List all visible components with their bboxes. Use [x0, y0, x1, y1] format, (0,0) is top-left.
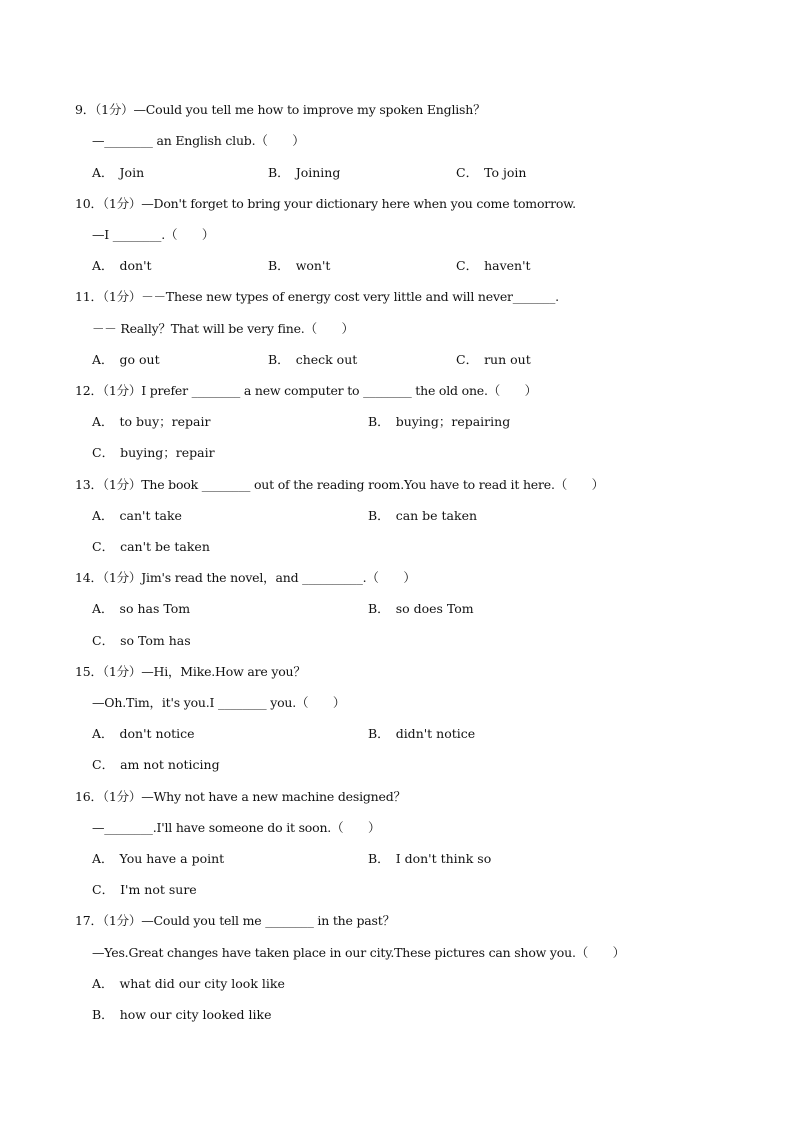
- question-12-option-c[interactable]: C． buying；repair: [92, 445, 215, 460]
- question-14-option-a[interactable]: A． so has Tom: [92, 601, 191, 616]
- question-14-stem: 14．（1分）Jim's read the novel，and __________.（ ）: [75, 570, 416, 585]
- question-16-reply: —________.I'll have someone do it soon.（ ）: [92, 820, 381, 835]
- question-15-stem: 15．（1分）—Hi，Mike.How are you？: [75, 664, 306, 679]
- question-10-option-c[interactable]: C． haven't: [456, 258, 531, 273]
- question-16-option-b[interactable]: B． I don't think so: [368, 851, 492, 866]
- question-10-option-b[interactable]: B． won't: [268, 258, 331, 273]
- question-12-option-b[interactable]: B． buying；repairing: [368, 414, 511, 429]
- question-13-stem: 13．（1分）The book ________ out of the reading room.You have to read it here.（ ）: [75, 477, 604, 492]
- question-13-option-a[interactable]: A． can't take: [92, 508, 182, 523]
- question-13-option-b[interactable]: B． can be taken: [368, 508, 478, 523]
- question-9-stem: 9．（1分）—Could you tell me how to improve my spoken English？: [75, 102, 486, 117]
- question-9-option-c[interactable]: C． To join: [456, 165, 527, 180]
- question-10-reply: —I ________.（ ）: [92, 227, 215, 242]
- question-11-stem: 11．（1分）－－These new types of energy cost very little and will never_______.: [75, 289, 559, 304]
- question-11-option-a[interactable]: A． go out: [92, 352, 160, 367]
- question-15-option-b[interactable]: B． didn't notice: [368, 726, 476, 741]
- question-17-reply: —Yes.Great changes have taken place in our city.These pictures can show you.（ ）: [92, 945, 625, 960]
- question-17-option-b[interactable]: B． how our city looked like: [92, 1007, 272, 1022]
- question-17-stem: 17．（1分）—Could you tell me ________ in the past？: [75, 913, 395, 928]
- question-13-option-c[interactable]: C． can't be taken: [92, 539, 210, 554]
- question-15-option-a[interactable]: A． don't notice: [92, 726, 195, 741]
- question-11-reply: －－ Really？That will be very fine.（ ）: [92, 321, 354, 336]
- question-14-option-c[interactable]: C． so Tom has: [92, 633, 191, 648]
- question-12-option-a[interactable]: A． to buy；repair: [92, 414, 211, 429]
- question-16-option-a[interactable]: A． You have a point: [92, 851, 225, 866]
- question-15-option-c[interactable]: C． am not noticing: [92, 757, 220, 772]
- question-15-reply: —Oh.Tim，it's you.I ________ you.（ ）: [92, 695, 346, 710]
- question-9-option-a[interactable]: A． Join: [92, 165, 145, 180]
- question-9-option-b[interactable]: B． Joining: [268, 165, 341, 180]
- question-10-option-a[interactable]: A． don't: [92, 258, 152, 273]
- question-11-option-c[interactable]: C． run out: [456, 352, 531, 367]
- question-10-stem: 10．（1分）—Don't forget to bring your dictionary here when you come tomorrow.: [75, 196, 576, 211]
- question-17-option-a[interactable]: A． what did our city look like: [92, 976, 285, 991]
- question-14-option-b[interactable]: B． so does Tom: [368, 601, 474, 616]
- question-16-option-c[interactable]: C． I'm not sure: [92, 882, 197, 897]
- question-12-stem: 12．（1分）I prefer ________ a new computer to ________ the old one.（ ）: [75, 383, 537, 398]
- question-11-option-b[interactable]: B． check out: [268, 352, 358, 367]
- question-9-reply: —________ an English club.（ ）: [92, 133, 305, 148]
- question-16-stem: 16．（1分）—Why not have a new machine designed？: [75, 789, 406, 804]
